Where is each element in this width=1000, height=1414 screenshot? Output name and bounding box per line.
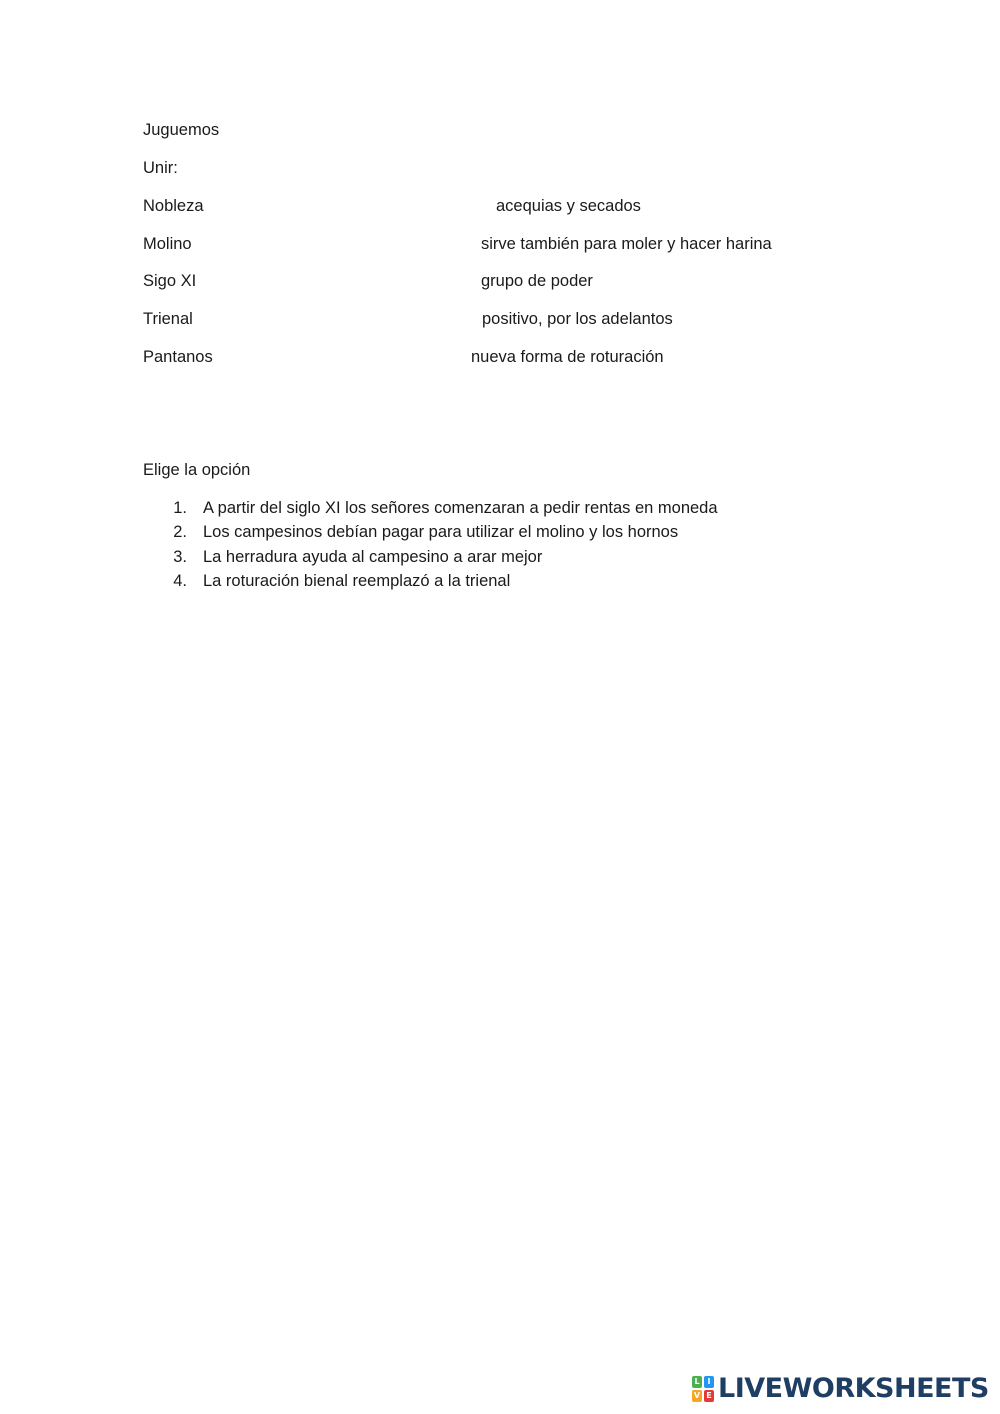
list-item-number: 1. (173, 499, 187, 517)
list-item-number: 4. (173, 572, 187, 590)
match-label: Unir: (143, 159, 178, 177)
list-item-text: Los campesinos debían pagar para utilizar el molino y los hornos (203, 523, 679, 541)
list-item-text: La roturación bienal reemplazó a la trienal (203, 572, 511, 590)
match-left-term: Nobleza (143, 197, 204, 215)
match-right-definition: positivo, por los adelantos (482, 310, 673, 328)
match-right-definition: sirve también para moler y hacer harina (481, 235, 772, 253)
match-right-definition: grupo de poder (481, 272, 593, 290)
logo-mark-letter: E (704, 1390, 714, 1402)
liveworksheets-logo[interactable] (692, 1374, 989, 1404)
choice-label: Elige la opción (143, 461, 251, 479)
list-item-number: 3. (173, 548, 187, 566)
logo-mark-letter: L (692, 1376, 702, 1388)
heading: Juguemos (143, 121, 220, 139)
match-right-definition: acequias y secados (496, 197, 641, 215)
list-item-text: A partir del siglo XI los señores comenzaran a pedir rentas en moneda (203, 499, 718, 517)
logo-mark-letter: I (704, 1376, 714, 1388)
liveworksheets-logo-icon (692, 1376, 714, 1402)
logo-mark-letter: V (693, 1391, 701, 1400)
logo-text: LIVEWORKSHEETS (718, 1373, 989, 1404)
list-item-text: La herradura ayuda al campesino a arar mejor (203, 548, 543, 566)
match-right-definition: nueva forma de roturación (471, 348, 664, 366)
match-left-term: Sigo XI (143, 272, 197, 290)
match-left-term: Molino (143, 235, 192, 253)
match-left-term: Pantanos (143, 348, 213, 366)
list-item-number: 2. (173, 523, 187, 541)
match-left-term: Trienal (143, 310, 193, 328)
